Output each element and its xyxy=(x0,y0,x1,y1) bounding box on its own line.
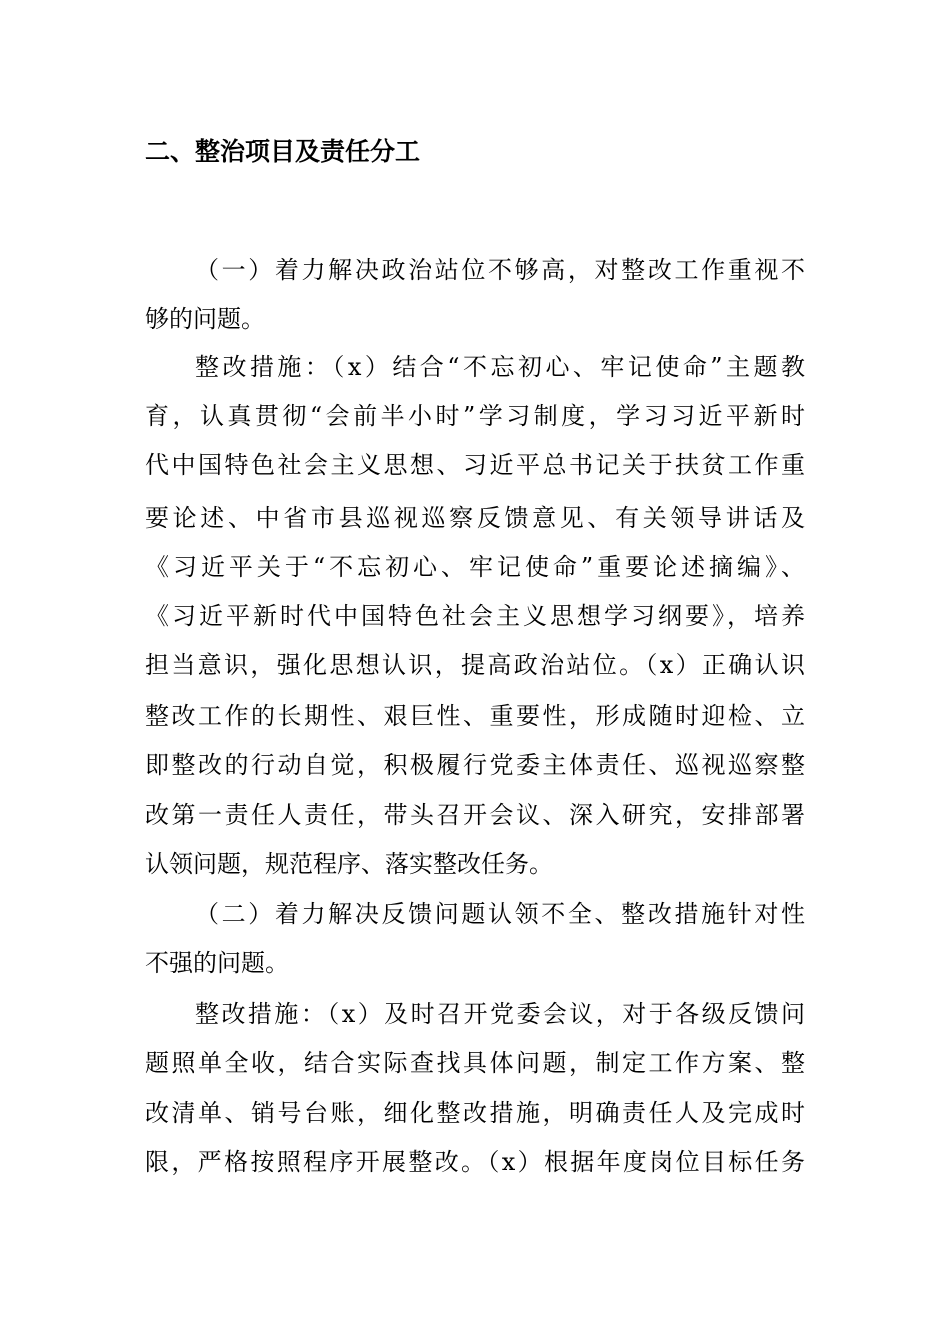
text-line: 育，认真贯彻“会前半小时”学习制度，学习习近平新时 xyxy=(145,402,805,430)
text-line: 整改措施：（x）及时召开党委会议，对于各级反馈问 xyxy=(195,1000,805,1028)
text-line: 够的问题。 xyxy=(145,305,265,333)
text-line: 认领问题，规范程序、落实整改任务。 xyxy=(145,850,553,878)
text-line: 《习近平新时代中国特色社会主义思想学习纲要》，培养 xyxy=(145,602,805,630)
text-line: 改第一责任人责任，带头召开会议、深入研究，安排部署 xyxy=(145,801,805,829)
text-line: 不强的问题。 xyxy=(145,949,289,977)
text-line: 题照单全收，结合实际查找具体问题，制定工作方案、整 xyxy=(145,1049,805,1077)
text-line: （一）着力解决政治站位不够高，对整改工作重视不 xyxy=(195,256,805,284)
text-line: 要论述、中省市县巡视巡察反馈意见、有关领导讲话及 xyxy=(145,504,805,532)
text-line: （二）着力解决反馈问题认领不全、整改措施针对性 xyxy=(195,900,805,928)
text-line: 整改工作的长期性、艰巨性、重要性，形成随时迎检、立 xyxy=(145,702,805,730)
text-line: 即整改的行动自觉，积极履行党委主体责任、巡视巡察整 xyxy=(145,751,805,779)
text-line: 《习近平关于“不忘初心、牢记使命”重要论述摘编》、 xyxy=(145,553,805,581)
text-line: 限，严格按照程序开展整改。（x）根据年度岗位目标任务 xyxy=(145,1148,805,1176)
section-heading: 二、整治项目及责任分工 xyxy=(145,137,421,166)
text-line: 改清单、销号台账，细化整改措施，明确责任人及完成时 xyxy=(145,1099,805,1127)
text-line: 代中国特色社会主义思想、习近平总书记关于扶贫工作重 xyxy=(145,451,805,479)
text-line: 担当意识，强化思想认识，提高政治站位。（x）正确认识 xyxy=(145,651,805,679)
text-line: 整改措施：（x）结合“不忘初心、牢记使命”主题教 xyxy=(195,353,805,381)
